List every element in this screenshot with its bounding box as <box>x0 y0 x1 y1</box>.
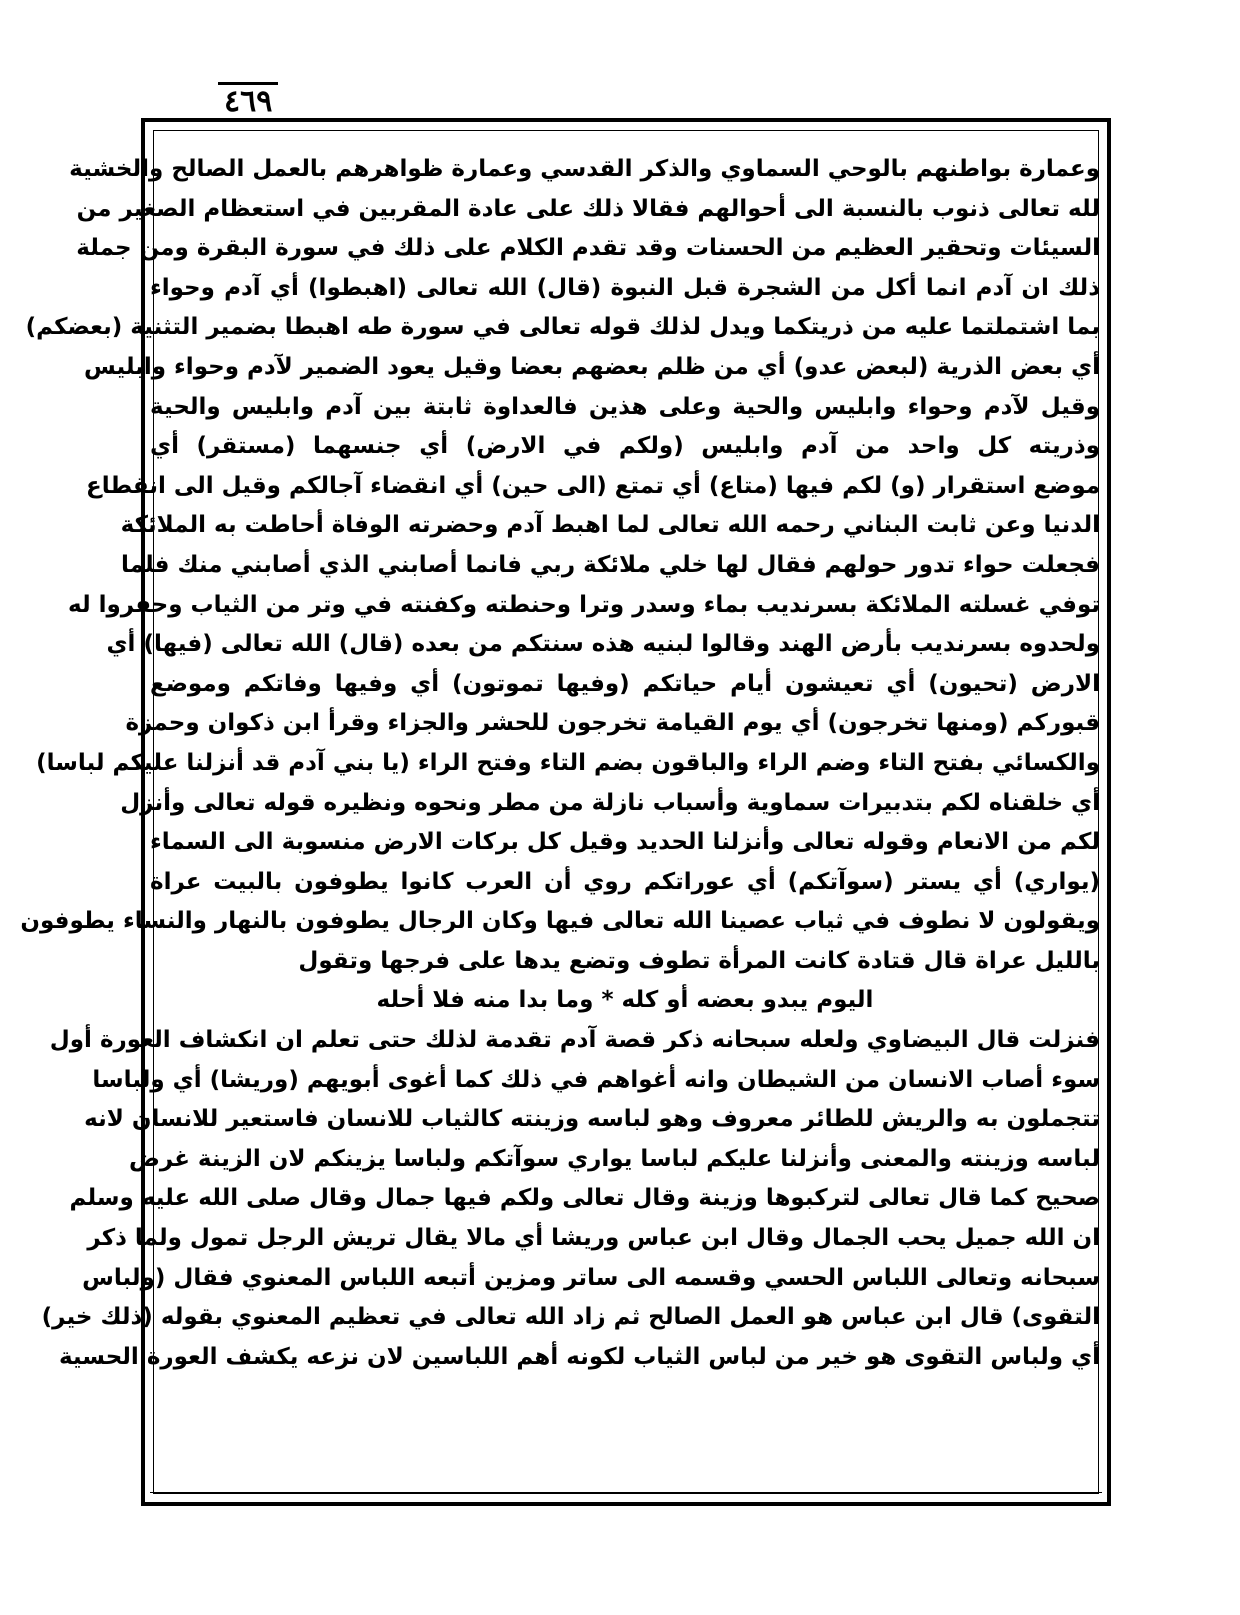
text-line: وعمارة بواطنهم بالوحي السماوي والذكر القدسي وعمارة ظواهرهم بالعمل الصالح والخشية <box>69 156 1100 182</box>
page-number: ٤٦٩ <box>218 82 278 119</box>
text-line: سوء أصاب الانسان من الشيطان وانه أغواهم في ذلك كما أغوى أبويهم (وريشا) أي ولباسا <box>92 1066 1100 1093</box>
text-line: لباسه وزينته والمعنى وأنزلنا عليكم لباسا يواري سوآتكم ولباسا يزينكم لان الزينة غرض <box>128 1145 1100 1172</box>
text-line: صحيح كما قال تعالى لتركبوها وزينة وقال تعالى ولكم فيها جمال وقال صلى الله عليه وسلم <box>69 1185 1100 1212</box>
text-line: ولحدوه بسرنديب بأرض الهند وقالوا لبنيه هذه سنتكم من بعده (قال) الله تعالى (فيها) أي <box>106 631 1100 658</box>
text-line: أي خلقناه لكم بتدبيرات سماوية وأسباب نازلة من مطر ونحوه ونظيره قوله تعالى وأنزل <box>120 789 1100 816</box>
text-line: ان الله جميل يحب الجمال وقال ابن عباس وريشا أي مالا يقال تريش الرجل تمول ولما ذكر <box>87 1225 1100 1252</box>
text-line: ويقولون لا نطوف في ثياب عصينا الله تعالى فيها وكان الرجال يطوفون بالنهار والنساء يطوفون <box>20 908 1100 935</box>
text-line: لله تعالى ذنوب بالنسبة الى أحوالهم فقالا ذلك على عادة المقربين في استعظام الصغير من <box>76 195 1100 222</box>
text-line: تتجملون به والريش للطائر معروف وهو لباسه وزينته كالثياب للانسان فاستعير للانسان لانه <box>84 1106 1100 1133</box>
text-line: أي ولباس التقوى هو خير من لباس الثياب لكونه أهم اللباسين لان نزعه يكشف العورة الحسية <box>58 1343 1100 1370</box>
text-line: والكسائي بفتح التاء وضم الراء والباقون بضم التاء وفتح الراء (يا بني آدم قد أنزلنا عليكم لباسا) <box>36 749 1100 776</box>
text-line: توفي غسلته الملائكة بسرنديب بماء وسدر وترا وحنطته وكفنته في وتر من الثياب وحفروا له <box>68 591 1100 618</box>
text-line: فجعلت حواء تدور حولهم فقال لها خلي ملائكة ربي فانما أصابني الذي أصابني منك فلما <box>120 551 1100 578</box>
text-line: بما اشتملتما عليه من ذريتكما ويدل لذلك قوله تعالى في سورة طه اهبطا بضمير التثنية (بعضكم) <box>25 314 1100 341</box>
body-text <box>20 150 1100 1377</box>
text-line: (يواري) أي يستر (سوآتكم) أي عوراتكم روي أن العرب كانوا يطوفون بالبيت عراة <box>150 868 1100 895</box>
text-line: الدنيا وعن ثابت البناني رحمه الله تعالى لما اهبط آدم وحضرته الوفاة أحاطت به الملائكة <box>120 512 1100 539</box>
text-line: السيئات وتحقير العظيم من الحسنات وقد تقدم الكلام على ذلك في سورة البقرة ومن جملة <box>76 235 1100 262</box>
text-line: موضع استقرار (و) لكم فيها (متاع) أي تمتع (الى حين) أي انقضاء آجالكم وقيل الى انقطاع <box>86 472 1100 499</box>
text-line: وذريته كل واحد من آدم وابليس (ولكم في الارض) أي جنسهما (مستقر) أي <box>150 433 1100 460</box>
text-line: الارض (تحيون) أي تعيشون أيام حياتكم (وفيها تموتون) أي وفيها وفاتكم وموضع <box>150 670 1100 697</box>
text-line: وقيل لآدم وحواء وابليس والحية وعلى هذين فالعداوة ثابتة بين آدم وابليس والحية <box>150 393 1100 420</box>
text-line: قبوركم (ومنها تخرجون) أي يوم القيامة تخرجون للحشر والجزاء وقرأ ابن ذكوان وحمزة <box>125 710 1100 737</box>
text-line: أي بعض الذرية (لبعض عدو) أي من ظلم بعضهم بعضا وقيل يعود الضمير لآدم وحواء وابليس <box>83 353 1100 380</box>
text-line: التقوى) قال ابن عباس هو العمل الصالح ثم زاد الله تعالى في تعظيم المعنوي بقوله (ذلك خير) <box>41 1304 1100 1331</box>
bottom-rule <box>150 1492 1102 1493</box>
text-line: بالليل عراة قال قتادة كانت المرأة تطوف وتضع يدها على فرجها وتقول <box>298 947 1100 974</box>
text-line: ذلك ان آدم انما أكل من الشجرة قبل النبوة (قال) الله تعالى (اهبطوا) أي آدم وحواء <box>150 274 1100 301</box>
text-line: سبحانه وتعالى اللباس الحسي وقسمه الى ساتر ومزين أتبعه اللباس المعنوي فقال (ولباس <box>82 1264 1100 1291</box>
text-line: لكم من الانعام وقوله تعالى وأنزلنا الحديد وقيل كل بركات الارض منسوبة الى السماء <box>150 829 1100 856</box>
verse-line: اليوم يبدو بعضه أو كله * وما بدا منه فلا أحله <box>376 987 874 1014</box>
text-line: فنزلت قال البيضاوي ولعله سبحانه ذكر قصة آدم تقدمة لذلك حتى تعلم ان انكشاف العورة أول <box>49 1027 1100 1054</box>
